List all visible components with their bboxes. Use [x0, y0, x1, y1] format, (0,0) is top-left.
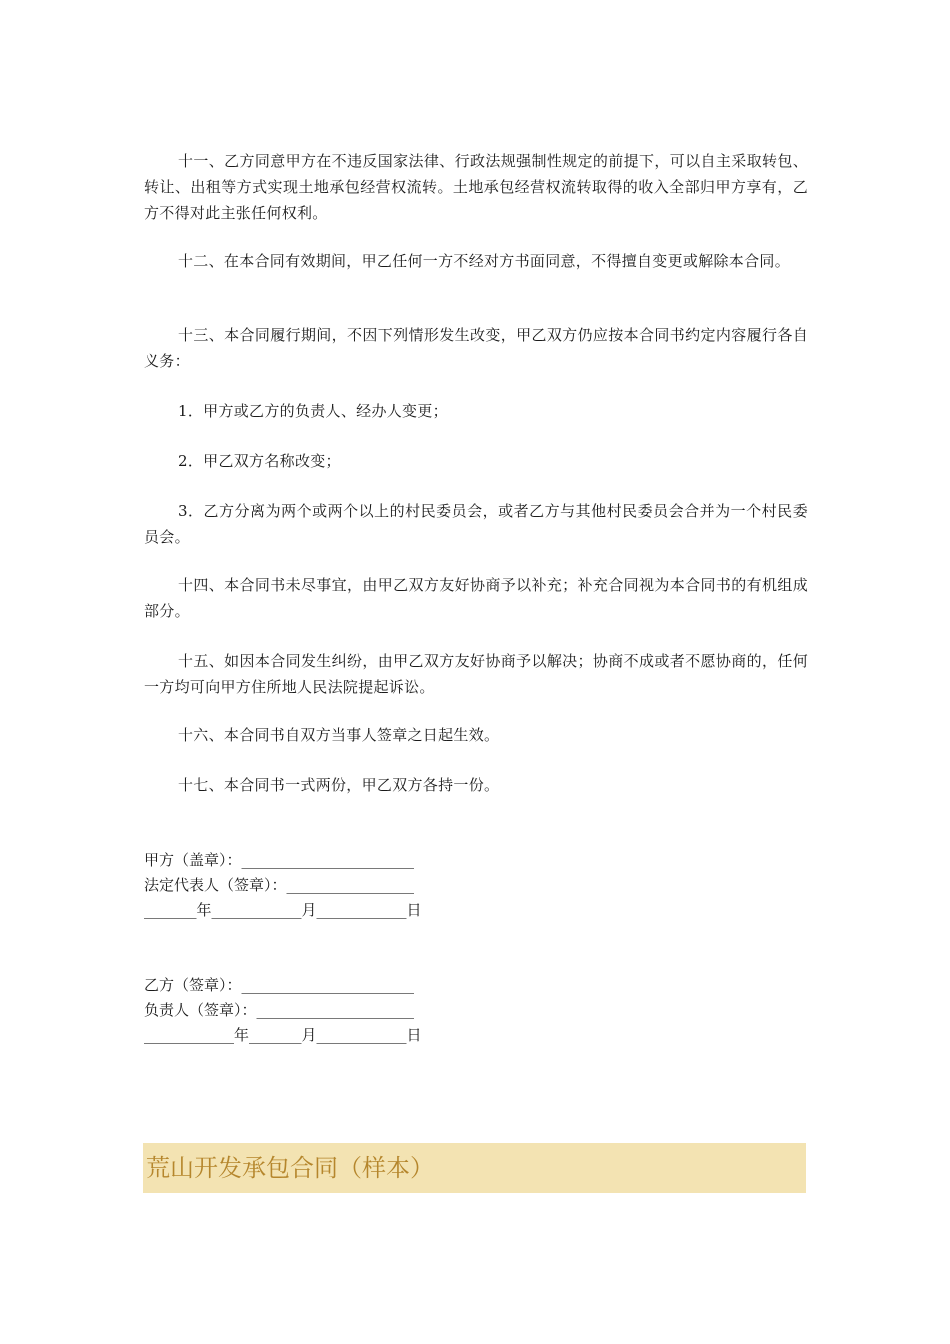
party-b-seal-line: 乙方（签章）：_______________________ — [144, 976, 415, 994]
clause-14: 十四、本合同书未尽事宜，由甲乙双方友好协商予以补充；补充合同视为本合同书的有机组成部分。 — [144, 576, 808, 620]
clause-17: 十七、本合同书一式两份，甲乙双方各持一份。 — [178, 776, 500, 794]
next-document-title: 荒山开发承包合同（样本） — [146, 1154, 434, 1182]
party-a-date-line: _______年____________月____________日 — [144, 901, 422, 919]
clause-13-item-1: 1．甲方或乙方的负责人、经办人变更； — [178, 402, 448, 420]
next-document-banner — [143, 1143, 806, 1193]
clause-13-item-3: 3．乙方分离为两个或两个以上的村民委员会，或者乙方与其他村民委员会合并为一个村民委员会。 — [144, 502, 808, 546]
clause-13-item-2: 2．甲乙双方名称改变； — [178, 452, 341, 470]
clause-12: 十二、在本合同有效期间，甲乙任何一方不经对方书面同意，不得擅自变更或解除本合同。 — [178, 252, 791, 270]
clause-11: 十一、乙方同意甲方在不违反国家法律、行政法规强制性规定的前提下，可以自主采取转包、转让、出租等方式实现土地承包经营权流转。土地承包经营权流转取得的收入全部归甲方享有，乙方不得对此主张任何权利。 — [144, 152, 808, 222]
party-a-seal-line: 甲方（盖章）：_______________________ — [144, 851, 415, 869]
party-b-date-line: ____________年_______月____________日 — [144, 1026, 422, 1044]
party-a-representative-line: 法定代表人（签章）：_________________ — [144, 876, 415, 894]
clause-15: 十五、如因本合同发生纠纷，由甲乙双方友好协商予以解决；协商不成或者不愿协商的，任何一方均可向甲方住所地人民法院提起诉讼。 — [144, 652, 808, 696]
party-b-responsible-line: 负责人（签章）：_____________________ — [144, 1001, 415, 1019]
clause-13: 十三、本合同履行期间，不因下列情形发生改变，甲乙双方仍应按本合同书约定内容履行各自义务： — [144, 326, 808, 370]
clause-16: 十六、本合同书自双方当事人签章之日起生效。 — [178, 726, 500, 744]
